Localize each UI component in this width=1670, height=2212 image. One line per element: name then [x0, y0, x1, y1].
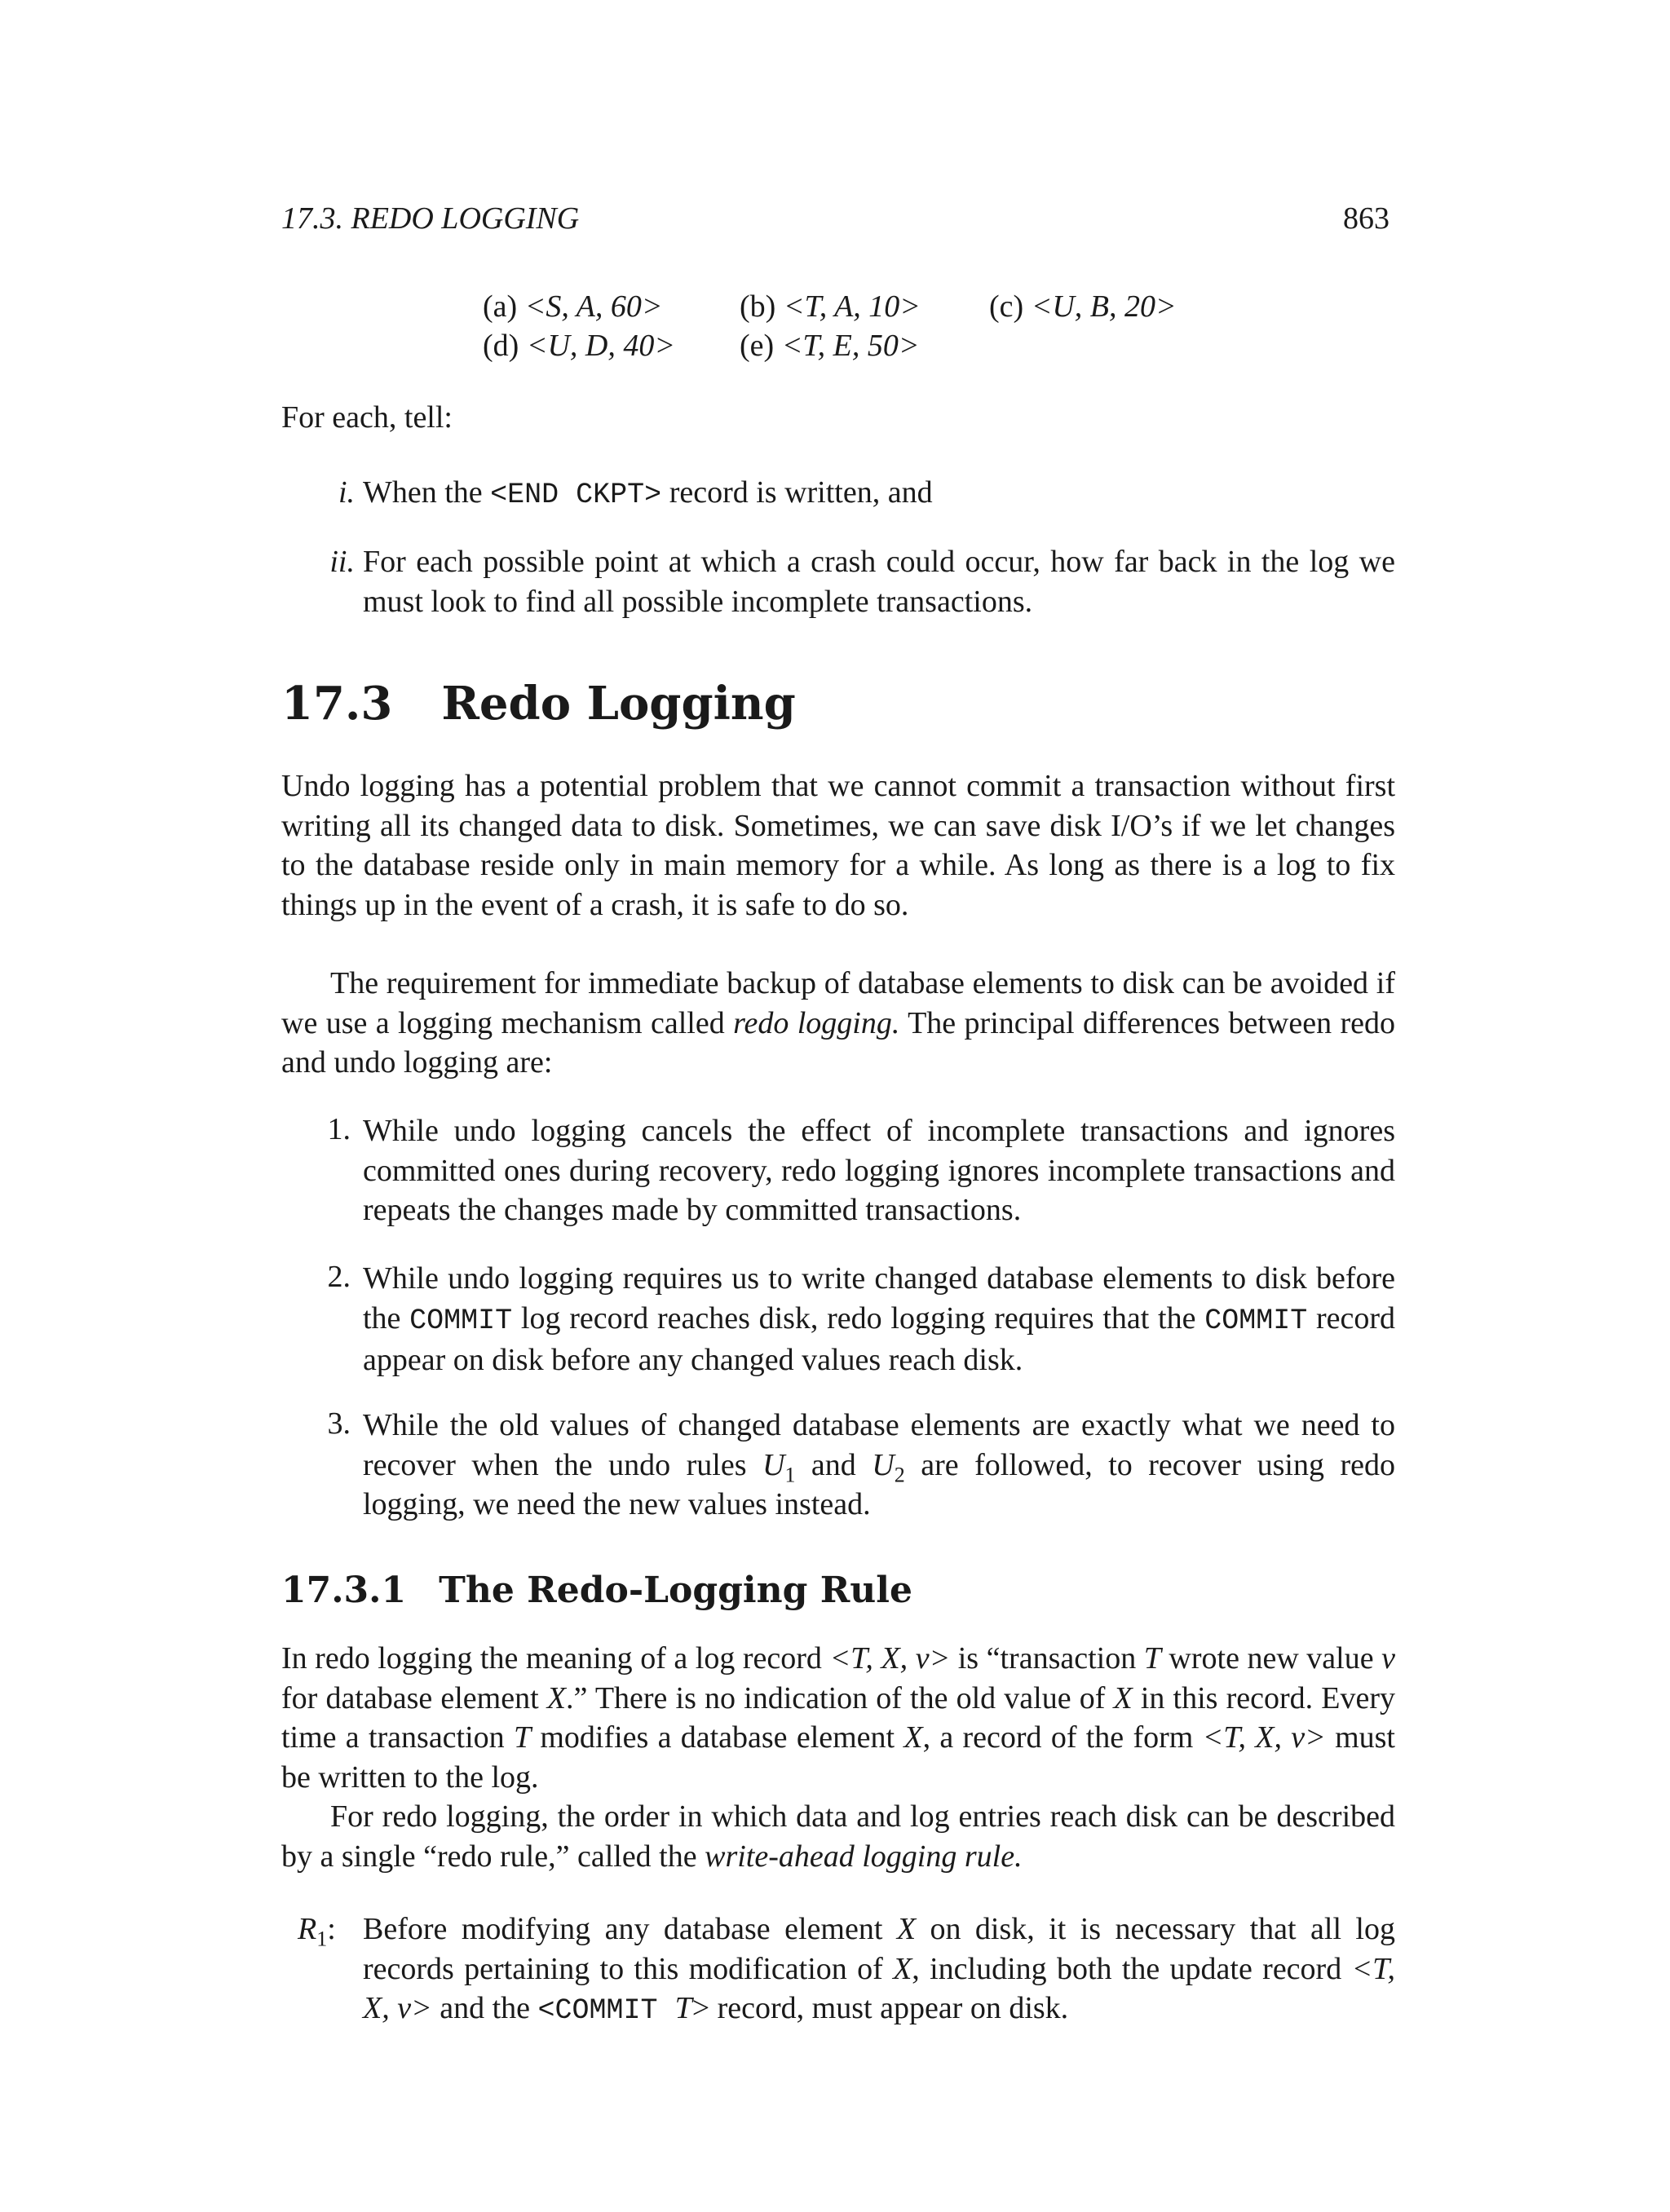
paragraph-text: The principal differences between redo and undo logging are:	[281, 1005, 1395, 1080]
math-symbol: T	[1143, 1641, 1161, 1676]
subsection-number: 17.3.1	[281, 1570, 407, 1611]
rule-colon: :	[327, 1912, 336, 1946]
record-c	[989, 287, 1177, 326]
section-heading	[281, 677, 796, 731]
section-title: Redo Logging	[441, 677, 796, 731]
math-symbol: X	[893, 1951, 912, 1986]
page-number: 863	[1343, 201, 1389, 236]
rule-symbol-u2: U	[872, 1447, 895, 1482]
rule-paragraph-1	[281, 1639, 1395, 1797]
record-a	[483, 287, 663, 326]
record-b	[740, 287, 921, 326]
difference-number-1: 1.	[327, 1112, 351, 1146]
math-symbol: X	[1113, 1680, 1133, 1715]
paragraph-text: for database element	[281, 1680, 547, 1715]
intro-paragraph-1: Undo logging has a potential problem that we cannot commit a transaction without first writing all its changed data to disk. Sometimes, we can save disk I/O’s if we let changes to the database reside only in main memory for a while. As long as there is a log to fix things up in the event of a crash, it is safe to do so.	[281, 769, 1395, 922]
record-label: (e)	[740, 329, 775, 363]
difference-number-3: 3.	[327, 1406, 351, 1441]
record-value: <T, E, 50>	[781, 329, 920, 363]
rule-symbol-u1: U	[762, 1447, 785, 1482]
math-symbol: T	[513, 1720, 532, 1755]
end-ckpt-code: <END CKPT>	[490, 479, 662, 511]
list-text: log record reaches disk, redo logging requires that the	[512, 1300, 1205, 1336]
difference-2	[363, 1259, 1395, 1380]
list-text: record appear on disk before any changed values reach disk.	[363, 1300, 1395, 1377]
log-record: <T, X, v>	[829, 1641, 951, 1676]
paragraph-text: In redo logging the meaning of a log record	[281, 1641, 830, 1676]
subscript: 1	[316, 1927, 328, 1951]
paragraph-text: .” There is no indication of the old value of	[566, 1680, 1114, 1715]
record-label: (d)	[483, 329, 519, 363]
rule-text: on disk, it is necessary that all log records pertaining to this modification of	[363, 1912, 1395, 1986]
question-text: record is written, and	[661, 475, 933, 510]
write-ahead-term: write-ahead logging rule.	[705, 1839, 1023, 1874]
redo-logging-term: redo logging.	[733, 1005, 900, 1040]
difference-1: While undo logging cancels the effect of incomplete transactions and ignores committed ones during recovery, redo logging ignores incomplete transactions and repeats the changes made by committed transactions.	[363, 1114, 1395, 1227]
running-head: 17.3. REDO LOGGING	[281, 201, 580, 236]
subscript: 1	[784, 1463, 796, 1487]
log-record: <T, X, v>	[363, 1951, 1395, 2025]
for-each-line: For each, tell:	[281, 400, 453, 435]
log-record: <T, X, v>	[1202, 1720, 1326, 1755]
question-label-ii: ii.	[329, 545, 355, 579]
rule-symbol: R	[298, 1912, 317, 1946]
paragraph-text: modifies a database element	[531, 1720, 904, 1755]
math-symbol: T	[674, 1991, 692, 2025]
rule-text: record, must appear on disk.	[709, 1991, 1069, 2025]
question-ii: For each possible point at which a crash could occur, how far back in the log we must look to find all possible incomplete transactions.	[363, 545, 1395, 619]
list-text: and	[795, 1447, 873, 1482]
subsection-title: The Redo-Logging Rule	[439, 1570, 912, 1611]
question-i	[363, 473, 933, 514]
commit-code: <COMMIT	[537, 1994, 675, 2027]
math-symbol: X	[903, 1720, 923, 1755]
math-symbol: X	[546, 1680, 567, 1715]
question-label-i: i.	[338, 475, 355, 510]
paragraph-text: The requirement for immediate backup of database elements to disk can be avoided if we use a logging mechanism called	[281, 966, 1395, 1040]
paragraph-text: in this record. Every time a transaction	[281, 1680, 1396, 1755]
intro-paragraph-2	[281, 964, 1395, 1083]
record-label: (a)	[483, 289, 518, 324]
math-symbol: v	[1381, 1641, 1396, 1676]
rule-paragraph-2	[281, 1797, 1395, 1876]
difference-number-2: 2.	[327, 1260, 351, 1294]
subscript: 2	[894, 1463, 905, 1487]
paragraph-text: wrote new value	[1160, 1641, 1382, 1676]
record-value: <U, D, 40>	[526, 329, 675, 363]
subsection-heading	[281, 1570, 912, 1611]
rule-text: Before modifying any database element	[363, 1912, 897, 1946]
difference-3	[363, 1406, 1395, 1525]
rule-r1-text	[363, 1910, 1395, 2031]
question-text: When the	[363, 475, 491, 510]
record-e	[740, 326, 920, 365]
rule-text: , including both the update record	[912, 1951, 1352, 1986]
paragraph-text: , a record of the form	[922, 1720, 1203, 1755]
record-value: <U, B, 20>	[1031, 289, 1177, 324]
record-value: <S, A, 60>	[524, 289, 663, 324]
commit-code-end: >	[691, 1991, 710, 2025]
math-symbol: X	[896, 1912, 917, 1946]
record-value: <T, A, 10>	[783, 289, 921, 324]
record-d	[483, 326, 675, 365]
commit-code: COMMIT	[1204, 1304, 1308, 1337]
list-text: While undo logging requires us to write changed database elements to disk before the	[363, 1261, 1395, 1336]
commit-code: COMMIT	[409, 1304, 513, 1337]
list-text: are followed, to recover using redo logging, we need the new values instead.	[363, 1447, 1396, 1521]
paragraph-text: must be written to the log.	[281, 1720, 1395, 1795]
list-text: While the old values of changed database elements are exactly what we need to recover when the undo rules	[363, 1408, 1395, 1482]
paragraph-text: is “transaction	[950, 1641, 1144, 1676]
record-label: (c)	[989, 289, 1024, 324]
rule-text: and the	[431, 1991, 538, 2025]
section-number: 17.3	[281, 677, 393, 731]
rule-r1-label	[298, 1910, 336, 1949]
paragraph-text: For redo logging, the order in which data and log entries reach disk can be described by a single “redo rule,” called the	[281, 1799, 1395, 1874]
record-label: (b)	[740, 289, 776, 324]
